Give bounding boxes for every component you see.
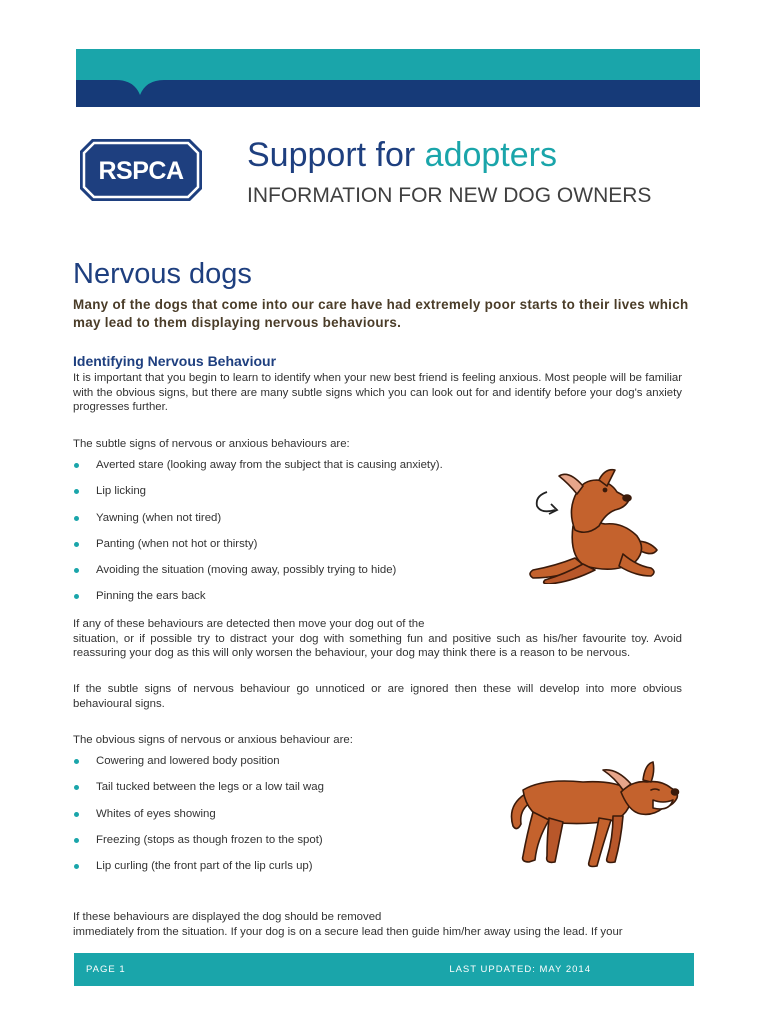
- bullet-dot-icon: [74, 759, 79, 764]
- page-footer: [74, 953, 694, 986]
- bullet-dot-icon: [74, 542, 79, 547]
- bullet-dot-icon: [74, 489, 79, 494]
- list-item: Pinning the ears back: [73, 589, 443, 615]
- bullet-dot-icon: [74, 812, 79, 817]
- last-updated: LAST UPDATED: MAY 2014: [449, 964, 591, 975]
- list-item: Avoiding the situation (moving away, possibly trying to hide): [73, 563, 443, 589]
- obvious-signs-list: [73, 754, 324, 885]
- paragraph-escalation: If the subtle signs of nervous behaviour go unnoticed or are ignored then these will develop into more obvious behavioural signs.: [73, 683, 682, 710]
- bullet-dot-icon: [74, 463, 79, 468]
- logo-text: RSPCA: [98, 157, 184, 185]
- list-item: Whites of eyes showing: [73, 807, 324, 833]
- paragraph-identify: It is important that you begin to learn to identify when your new best friend is feeling anxious. Most people will be familiar with the obvious signs, but there are many subtle signs which you can look out for and identify before your dog's anxiety progresses further.: [73, 372, 682, 414]
- article-intro: Many of the dogs that come into our care have had extremely poor starts to their lives which may lead to them displaying nervous behaviours.: [73, 297, 689, 330]
- bullet-dot-icon: [74, 594, 79, 599]
- cowering-dog-illustration: [503, 760, 683, 870]
- list-item: Tail tucked between the legs or a low tail wag: [73, 780, 324, 806]
- paragraph-subtle-intro: The subtle signs of nervous or anxious behaviours are:: [73, 438, 350, 450]
- list-item: Lip licking: [73, 484, 443, 510]
- list-item: Yawning (when not tired): [73, 511, 443, 537]
- title-accent: adopters: [424, 136, 557, 174]
- bullet-dot-icon: [74, 785, 79, 790]
- bullet-dot-icon: [74, 516, 79, 521]
- list-item: Cowering and lowered body position: [73, 754, 324, 780]
- section-heading: Identifying Nervous Behaviour: [73, 353, 277, 369]
- list-item: Lip curling (the front part of the lip curls up): [73, 859, 324, 885]
- page-subtitle: INFORMATION FOR NEW DOG OWNERS: [247, 184, 652, 207]
- paragraph-action: If any of these behaviours are detected then move your dog out of the situation, or if possible try to distract your dog with something fun and positive such as his/her favourite toy. Avoid reassuring your dog as this will only worsen the behaviour, your dog may think there is a reason to be nervous.: [73, 618, 682, 660]
- top-banner: [76, 49, 700, 107]
- page-title: [247, 134, 557, 176]
- bullet-dot-icon: [74, 838, 79, 843]
- article-heading: Nervous dogs: [73, 258, 252, 290]
- title-main: Support for: [247, 136, 416, 174]
- bullet-dot-icon: [74, 568, 79, 573]
- list-item: Panting (when not hot or thirsty): [73, 537, 443, 563]
- page-number: PAGE 1: [86, 964, 126, 975]
- subtle-signs-list: [73, 458, 443, 616]
- paragraph-remove: If these behaviours are displayed the dog should be removed immediately from the situation. If your dog is on a secure lead then guide him/her away using the lead. If your: [73, 911, 623, 938]
- paragraph-obvious-intro: The obvious signs of nervous or anxious behaviour are:: [73, 734, 353, 746]
- rspca-logo: [80, 139, 202, 201]
- lying-dog-illustration: [525, 466, 667, 584]
- bullet-dot-icon: [74, 864, 79, 869]
- list-item: Averted stare (looking away from the subject that is causing anxiety).: [73, 458, 443, 484]
- list-item: Freezing (stops as though frozen to the spot): [73, 833, 324, 859]
